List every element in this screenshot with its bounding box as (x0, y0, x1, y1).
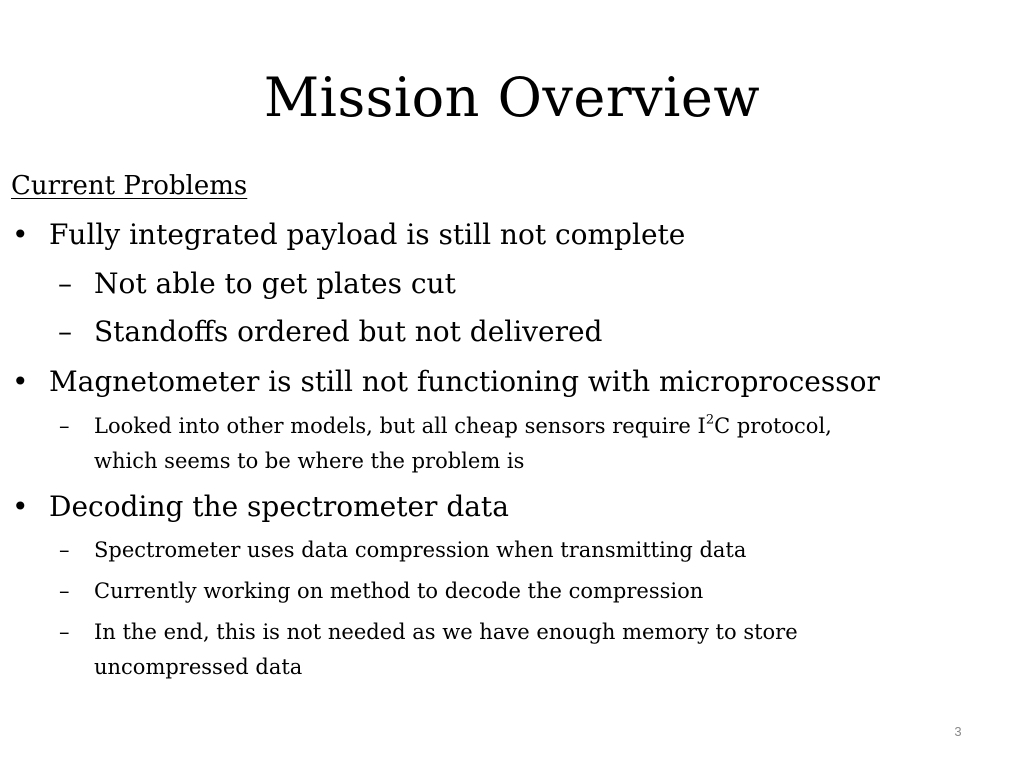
bullet-text: Fully integrated payload is still not complete (49, 218, 686, 251)
sub-bullet-text: Spectrometer uses data compression when transmitting data (94, 538, 747, 562)
bullet-marker: • (12, 365, 29, 398)
bullet-text: Magnetometer is still not functioning with microprocessor (49, 365, 880, 398)
sub-bullet-text-continuation: which seems to be where the problem is (94, 449, 525, 473)
dash-marker: – (59, 538, 70, 562)
dash-marker: – (59, 414, 70, 438)
sub-bullet-text: In the end, this is not needed as we have enough memory to store (94, 620, 798, 644)
sub-bullet-text-part: Looked into other models, but all cheap sensors require I (94, 414, 706, 438)
bullet-marker: • (12, 218, 29, 251)
sub-bullet-text-part: C protocol, (714, 414, 832, 438)
dash-marker: – (58, 315, 72, 348)
sub-bullet-text (94, 409, 832, 443)
sub-bullet-text: Currently working on method to decode the compression (94, 579, 704, 603)
page-number: 3 (954, 724, 962, 739)
sub-bullet-text: Standoffs ordered but not delivered (94, 315, 603, 348)
bullet-text: Decoding the spectrometer data (49, 490, 509, 523)
sub-bullet-text-continuation: uncompressed data (94, 655, 303, 679)
dash-marker: – (59, 579, 70, 603)
slide-title: Mission Overview (263, 66, 761, 129)
superscript: 2 (705, 412, 715, 428)
sub-bullet-text: Not able to get plates cut (94, 267, 456, 300)
bullet-marker: • (12, 490, 29, 523)
dash-marker: – (58, 267, 72, 300)
dash-marker: – (59, 620, 70, 644)
section-heading: Current Problems (11, 171, 248, 201)
